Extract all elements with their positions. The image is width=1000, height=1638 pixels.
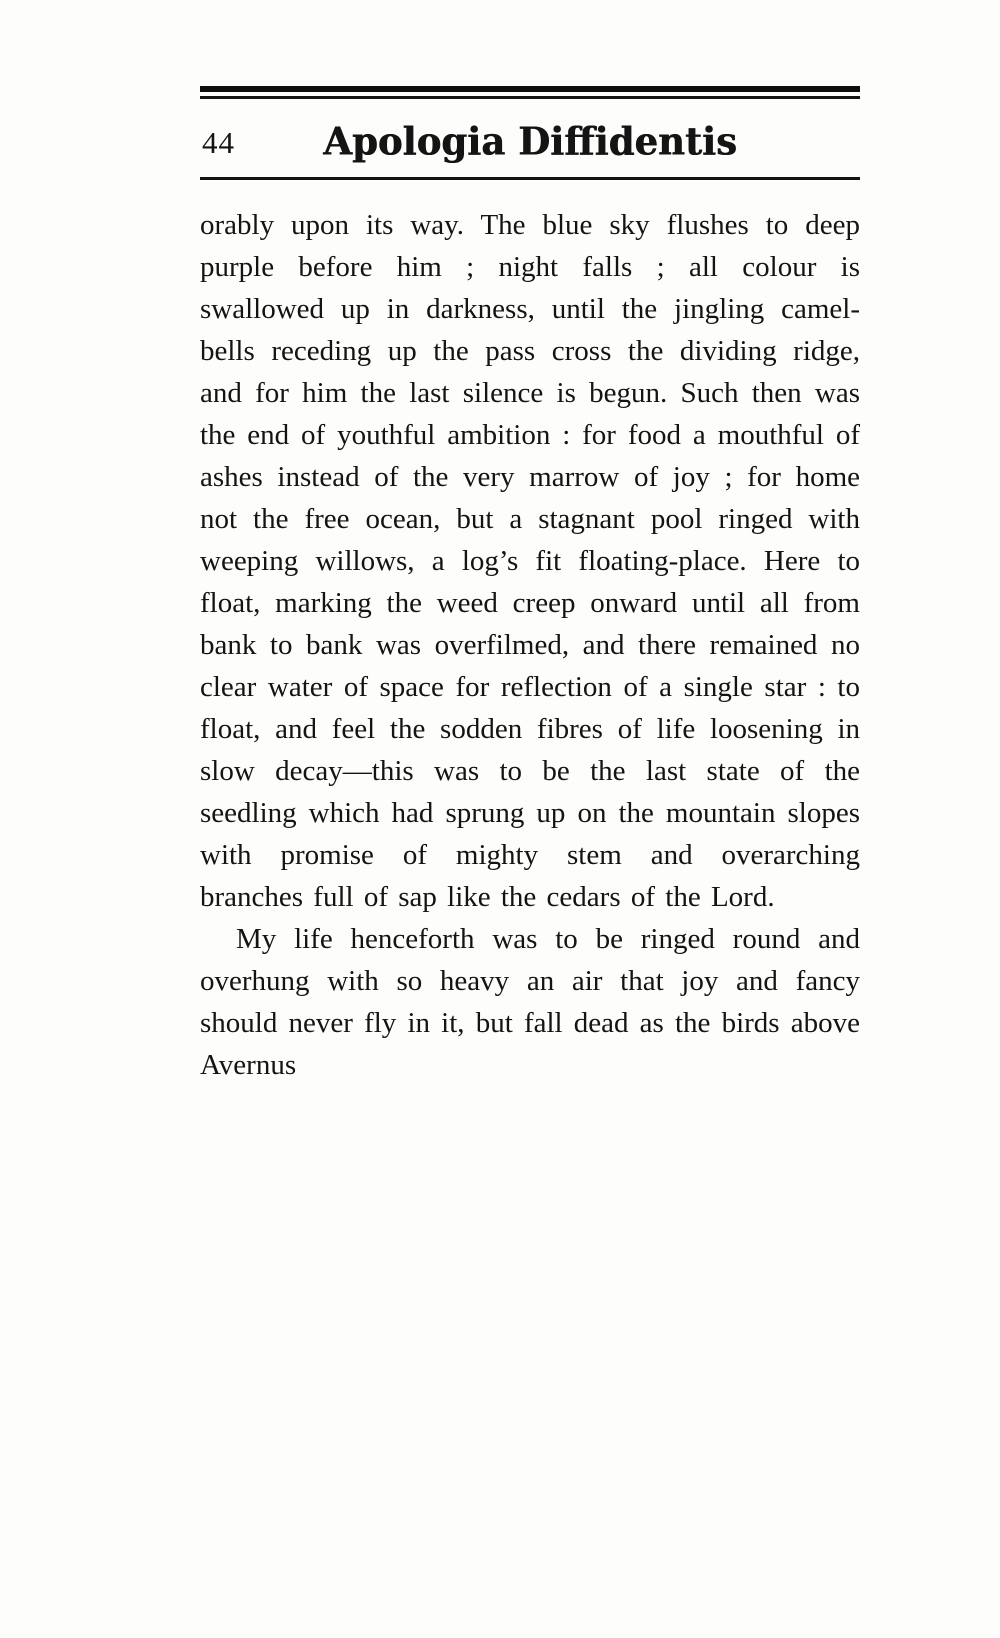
body-text bbox=[200, 204, 860, 1086]
paragraph-continuation: orably upon its way. The blue sky flushes to deep purple before him ; night falls ; all colour is swallowed up in darkness, until the jingling camel-bells receding up the pass cross the dividing ridge, and for him the last silence is begun. Such then was the end of youthful ambition : for food a mouthful of ashes instead of the very marrow of joy ; for home not the free ocean, but a stagnant pool ringed with weeping willows, a log’s fit floating-place. Here to float, marking the weed creep onward until all from bank to bank was overfilmed, and there remained no clear water of space for reflection of a single star : to float, and feel the sodden fibres of life loosening in slow decay—this was to be the last state of the seedling which had sprung up on the mountain slopes with promise of mighty stem and overarching branches full of sap like the cedars of the Lord. bbox=[200, 209, 860, 913]
running-title: Apologia Diffidentis bbox=[323, 118, 737, 164]
paragraph-new: My life henceforth was to be ringed round and overhung with so heavy an air that joy and fancy should never fly in it, but fall dead as the birds above Avernus bbox=[200, 923, 860, 1081]
text-block bbox=[200, 86, 860, 1086]
top-double-rule bbox=[200, 86, 860, 99]
page-number: 44 bbox=[202, 125, 235, 160]
header-rule bbox=[200, 177, 860, 180]
page-header bbox=[200, 115, 860, 171]
rule-thin bbox=[200, 96, 860, 99]
